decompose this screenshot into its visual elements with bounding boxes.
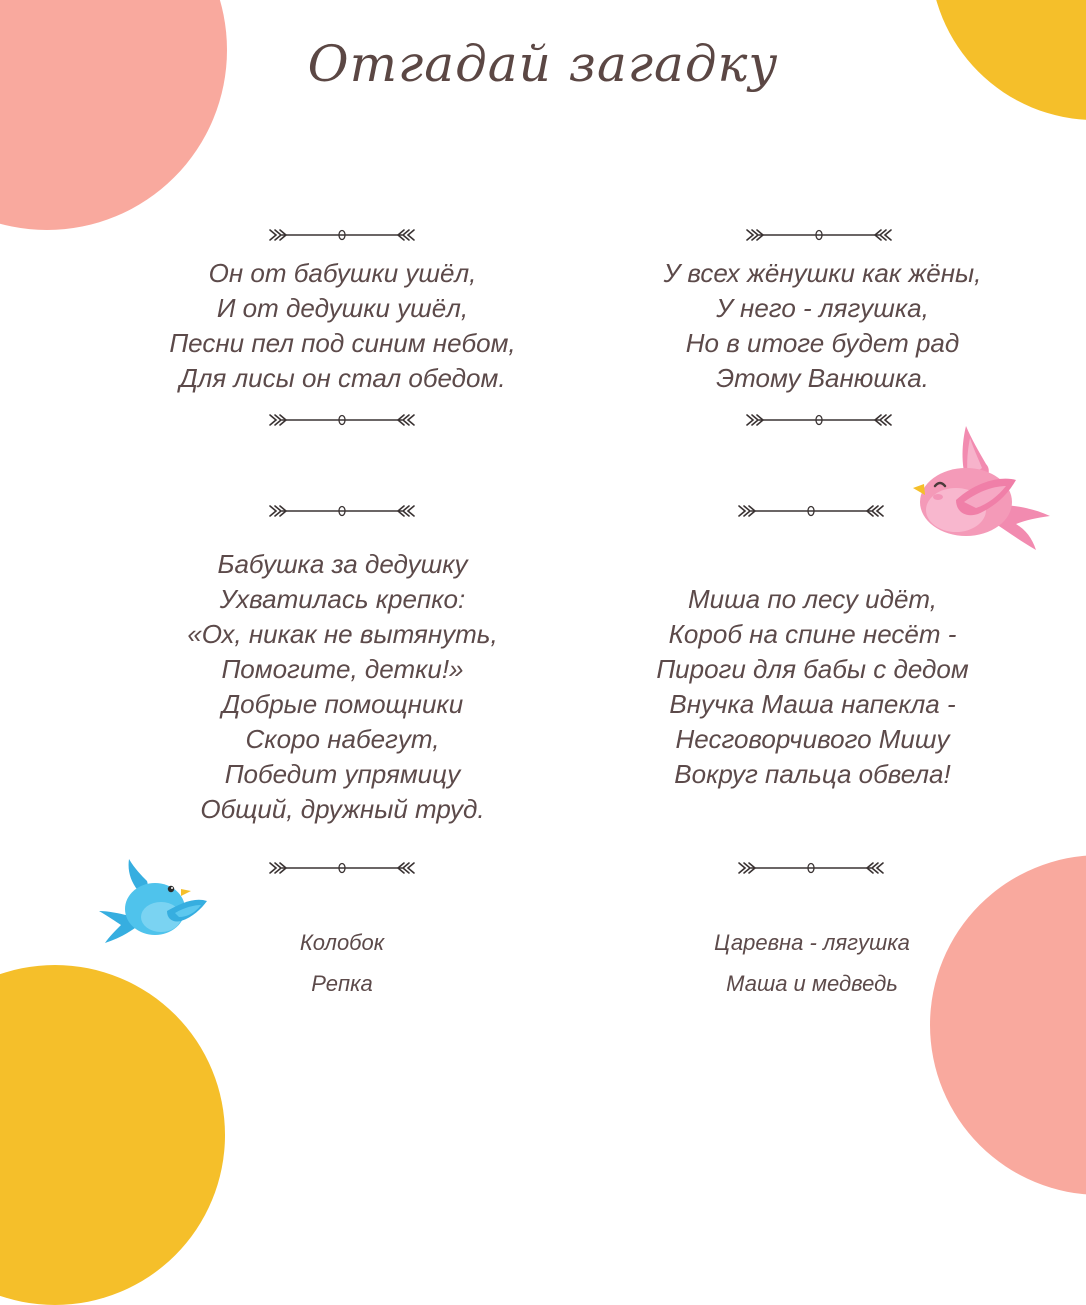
riddle-line: Скоро набегут, <box>245 724 440 754</box>
riddle-line: Помогите, детки!» <box>221 654 464 684</box>
answer-masha-bear: Маша и медведь <box>726 971 898 996</box>
riddle-kolobok <box>120 256 565 396</box>
riddle-frog-princess <box>600 256 1045 396</box>
riddle-line: Общий, дружный труд. <box>200 794 485 824</box>
arrow-divider-icon <box>268 860 416 876</box>
page-title: Отгадай загадку <box>307 35 779 93</box>
riddle-line: Для лисы он стал обедом. <box>179 363 506 393</box>
riddle-turnip <box>120 547 565 827</box>
riddle-line: У него - лягушка, <box>716 293 929 323</box>
bottom-right-pink-circle <box>930 855 1086 1195</box>
arrow-divider-icon <box>737 503 885 519</box>
arrow-divider-icon <box>268 503 416 519</box>
riddle-line: Он от бабушки ушёл, <box>208 258 477 288</box>
arrow-divider-icon <box>268 412 416 428</box>
arrow-divider-icon <box>268 227 416 243</box>
riddle-line: Пироги для бабы с дедом <box>656 654 969 684</box>
riddle-line: И от дедушки ушёл, <box>216 293 469 323</box>
arrow-divider-icon <box>737 860 885 876</box>
riddle-line: Победит упрямицу <box>224 759 461 789</box>
pink-bird-icon <box>908 420 1056 555</box>
riddle-line: Добрые помощники <box>221 689 464 719</box>
riddle-line: Этому Ванюшка. <box>716 363 929 393</box>
answer-frog-princess: Царевна - лягушка <box>714 930 910 955</box>
riddle-line: Внучка Маша напекла - <box>669 689 956 719</box>
answer-kolobok: Колобок <box>299 930 385 955</box>
riddle-line: Миша по лесу идёт, <box>687 584 938 614</box>
riddle-line: Песни пел под синим небом, <box>169 328 516 358</box>
riddle-line: «Ох, никак не вытянуть, <box>187 619 498 649</box>
riddle-masha-and-bear <box>590 582 1035 792</box>
blue-bird-icon <box>97 855 212 950</box>
answer-repka: Репка <box>311 971 373 996</box>
riddle-line: Но в итоге будет рад <box>685 328 960 358</box>
riddle-line: Короб на спине несёт - <box>668 619 957 649</box>
riddle-line: У всех жёнушки как жёны, <box>663 258 982 288</box>
arrow-divider-icon <box>745 412 893 428</box>
bottom-left-yellow-circle <box>0 965 225 1305</box>
riddle-line: Бабушка за дедушку <box>217 549 468 579</box>
riddle-line: Ухватилась крепко: <box>219 584 466 614</box>
riddle-line: Несговорчивого Мишу <box>675 724 950 754</box>
arrow-divider-icon <box>745 227 893 243</box>
riddle-line: Вокруг пальца обвела! <box>674 759 951 789</box>
